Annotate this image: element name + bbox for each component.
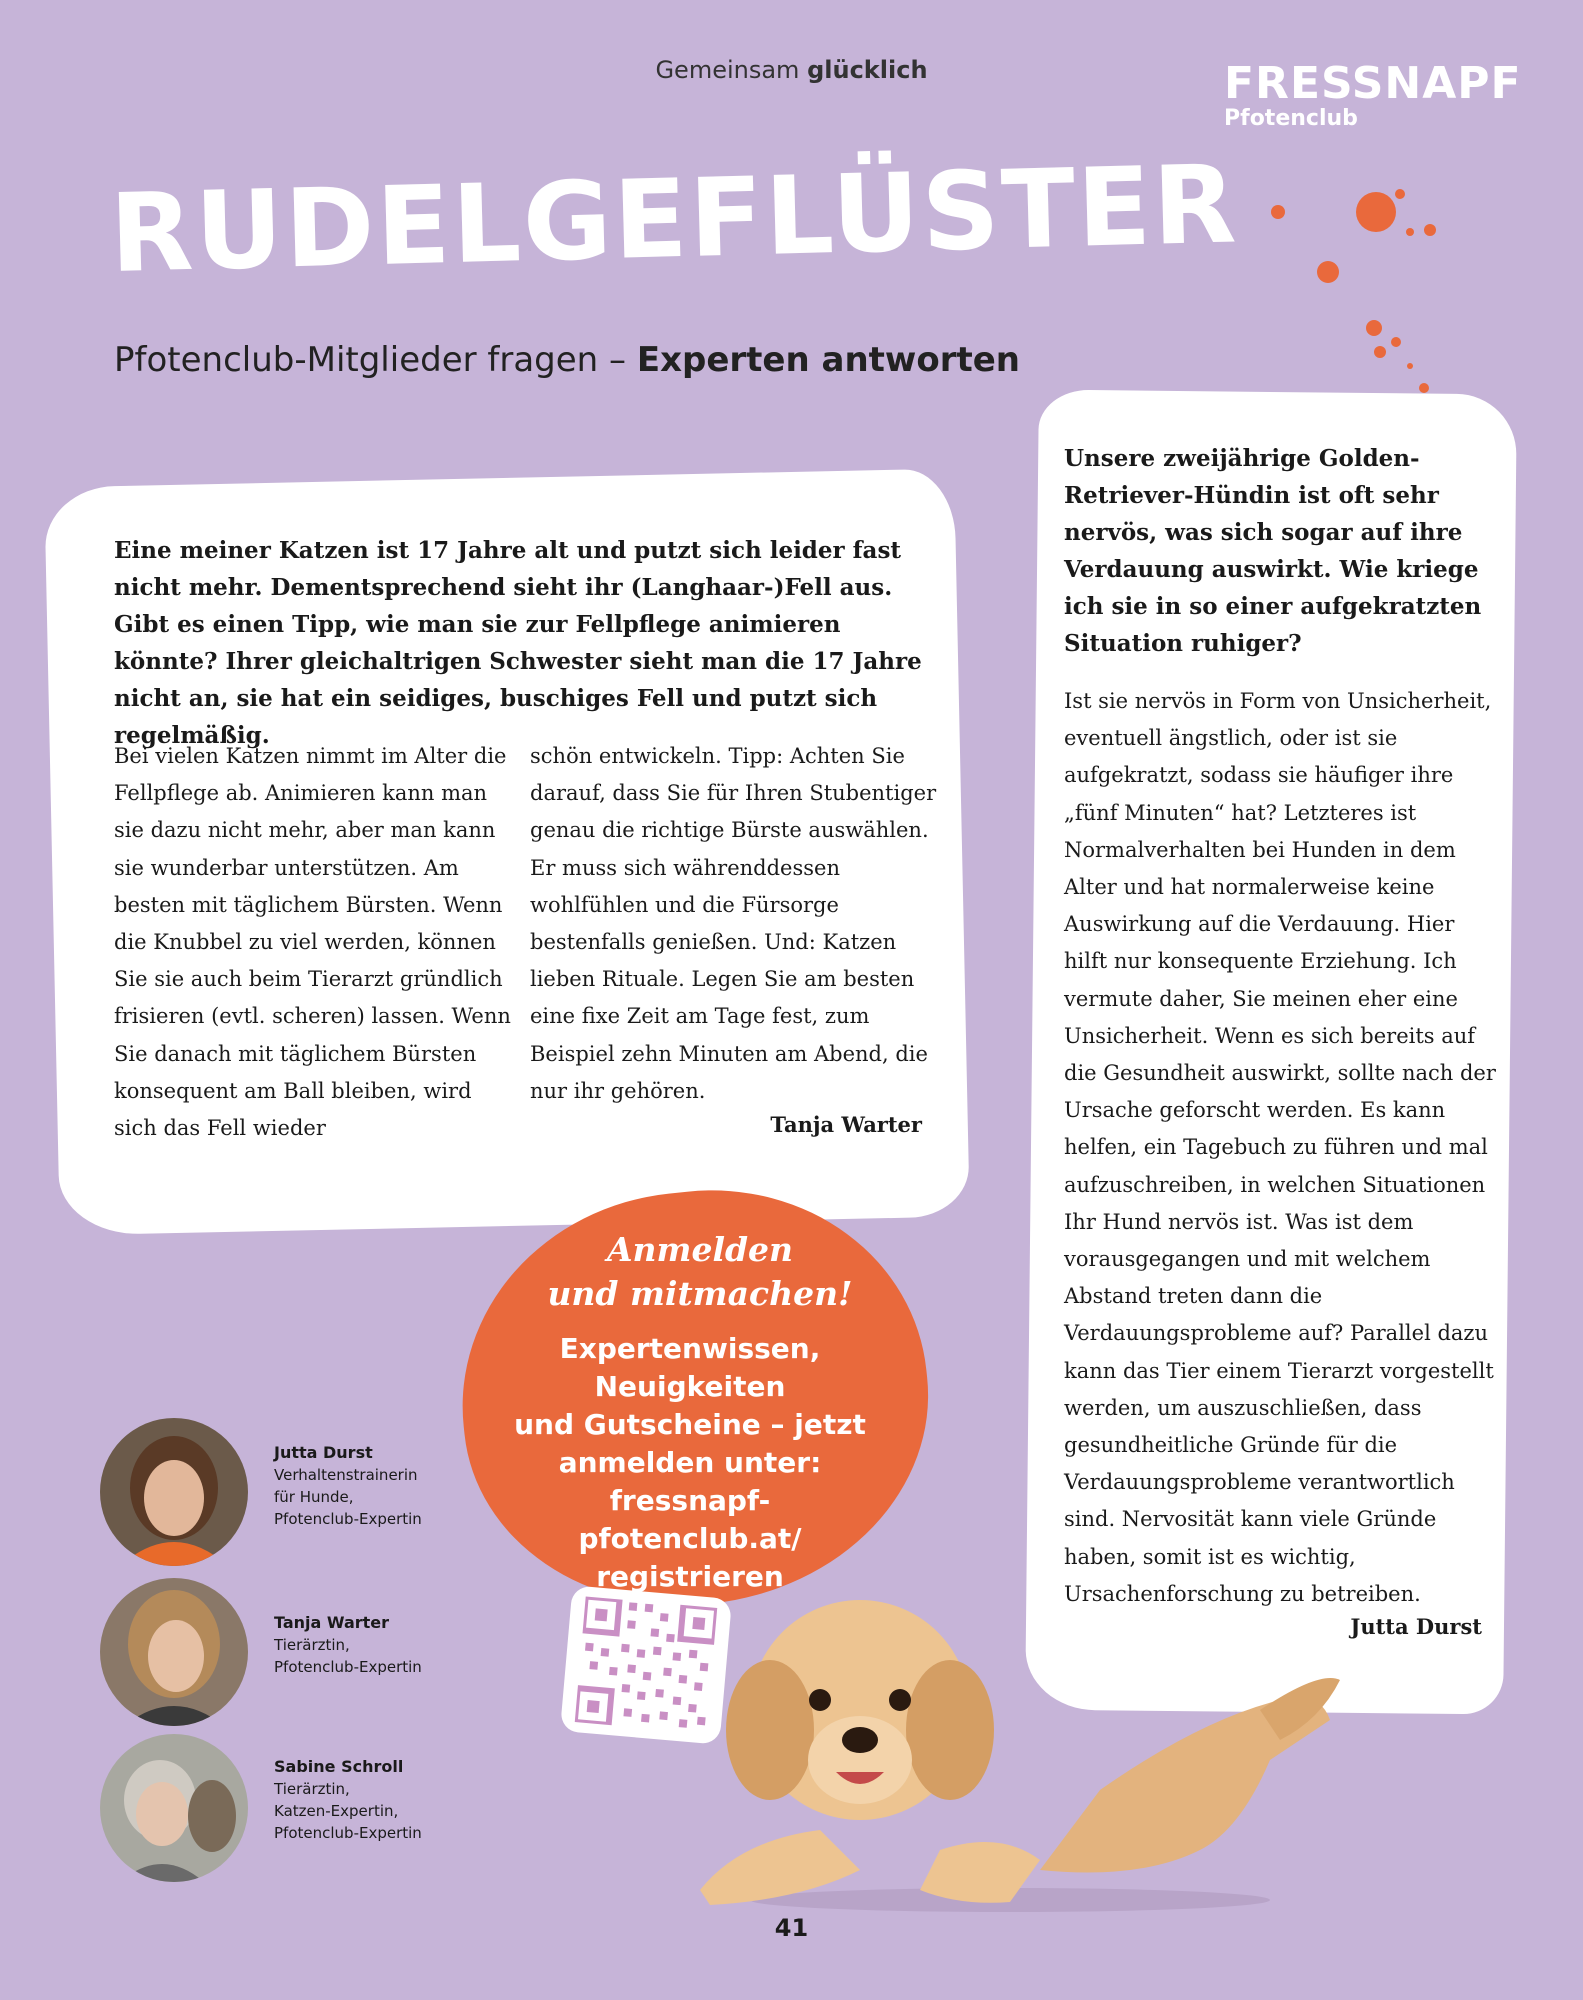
expert-avatar-sabine (100, 1734, 248, 1882)
cta-url-line1[interactable]: fressnapf-pfotenclub.at/ (578, 1484, 802, 1555)
expert-role: Pfotenclub-Expertin (274, 1510, 422, 1528)
golden-retriever-puppy-icon (680, 1590, 1340, 1920)
article2-question: Unsere zweijährige Golden-Retriever-Hündin ist oft sehr nervös, was sich sogar auf ihre Verdauung auswirkt. Wie kriege ich sie in so einer aufgekratzten Situation ruhiger? (1064, 445, 1482, 657)
expert-role: Katzen-Expertin, (274, 1802, 399, 1820)
cta-script-line2: und mitmachen! (547, 1274, 853, 1313)
expert-role: Tierärztin, (274, 1780, 350, 1798)
cta-line1: Expertenwissen, (559, 1332, 821, 1365)
expert-role: Tierärztin, (274, 1636, 350, 1654)
cta-script-heading (530, 1228, 870, 1316)
expert-name: Sabine Schroll (274, 1757, 404, 1776)
expert-info-jutta (274, 1442, 422, 1530)
subtitle-bold: Experten antworten (636, 340, 1020, 380)
cta-line2: Neuigkeiten (594, 1370, 786, 1403)
paint-splash-icon (1260, 180, 1480, 420)
subtitle-regular: Pfotenclub-Mitglieder fragen – (114, 340, 627, 380)
page-title: RUDELGEFLÜSTER (108, 142, 1240, 297)
expert-role: Pfotenclub-Expertin (274, 1824, 422, 1842)
expert-avatar-tanja (100, 1578, 248, 1726)
cta-url-line2[interactable]: registrieren (596, 1560, 784, 1593)
cta-script-line1: Anmelden (606, 1230, 794, 1269)
portrait-icon (100, 1418, 248, 1566)
article1-question: Eine meiner Katzen ist 17 Jahre alt und putzt sich leider fast nicht mehr. Dementsprechend sieht ihr (Langhaar-)Fell aus. Gibt es einen Tipp, wie man sie zur Fellpflege animieren könnte? Ihrer gleichaltrigen Schwester sieht man die 17 Jahre nicht an, sie hat ein seidiges, buschiges Fell und putzt sich regelmäßig. (114, 537, 922, 749)
brand-logo (1224, 58, 1522, 132)
expert-role: Verhaltenstrainerin (274, 1466, 418, 1484)
cta-line3: und Gutscheine – jetzt (514, 1408, 866, 1441)
brand-name: FRESSNAPF (1224, 58, 1522, 109)
article2-answer: Ist sie nervös in Form von Unsicherheit, eventuell ängstlich, oder ist sie aufgekratzt, sodass sie häufiger ihre „fünf Minuten“ hat? Letzteres ist Normalverhalten bei Hunden in dem Alter und hat normalerweise keine Auswirkung auf die Verdauung. Hier hilft nur konsequente Erziehung. Ich vermute daher, Sie meinen eher eine Unsicherheit. Wenn es sich bereits auf die Gesundheit auswirkt, sollte nach der Ursache geforscht werden. Es kann helfen, ein Tagebuch zu führen und mal aufzuschreiben, in welchen Situationen Ihr Hund nervös ist. Was ist dem vorausgegangen und mit welchem Abstand treten dann die Verdauungsprobleme auf? Parallel dazu kann das Tier einem Tierarzt vorgestellt werden, um auszuschließen, dass gesundheitliche Gründe für die Verdauungsprobleme verantwortlich sind. Nervosität kann viele Gründe haben, somit ist es wichtig, Ursachenforschung zu betreiben. (1064, 689, 1496, 1606)
expert-info-tanja (274, 1612, 422, 1678)
article1-answer-col2: schön entwickeln. Tipp: Achten Sie darauf, dass Sie für Ihren Stubentiger genau die richtige Bürste auswählen. Er muss sich währenddessen wohlfühlen und die Fürsorge bestenfalls genießen. Und: Katzen lieben Rituale. Legen Sie am besten eine fixe Zeit am Tage fest, zum Beispiel zehn Minuten am Abend, die nur ihr gehören. (530, 744, 937, 1103)
expert-avatar-jutta (100, 1418, 248, 1566)
cta-line4: anmelden unter: (558, 1446, 822, 1479)
article2-signature: Jutta Durst (1350, 1614, 1482, 1639)
page-subtitle (114, 340, 1020, 380)
brand-sub: Pfotenclub (1224, 106, 1358, 131)
page-number: 41 (774, 1914, 809, 1942)
kicker-bold: glücklich (807, 56, 928, 84)
cta-text (500, 1330, 880, 1596)
article1-answer-col1: Bei vielen Katzen nimmt im Alter die Fellpflege ab. Animieren kann man sie dazu nicht mehr, aber man kann sie wunderbar unterstützen. Am besten mit täglichem Bürsten. Wenn die Knubbel zu viel werden, können Sie sie auch beim Tierarzt gründlich frisieren (evtl. scheren) lassen. Wenn Sie danach mit täglichem Bürsten konsequent am Ball bleiben, wird sich das Fell wieder (114, 744, 511, 1141)
expert-info-sabine (274, 1756, 422, 1844)
expert-name: Jutta Durst (274, 1443, 373, 1462)
expert-role: für Hunde, (274, 1488, 354, 1506)
article1-signature: Tanja Warter (770, 1112, 922, 1137)
expert-name: Tanja Warter (274, 1613, 390, 1632)
kicker-regular: Gemeinsam (655, 56, 800, 84)
portrait-icon (100, 1734, 248, 1882)
portrait-icon (100, 1578, 248, 1726)
expert-role: Pfotenclub-Expertin (274, 1658, 422, 1676)
